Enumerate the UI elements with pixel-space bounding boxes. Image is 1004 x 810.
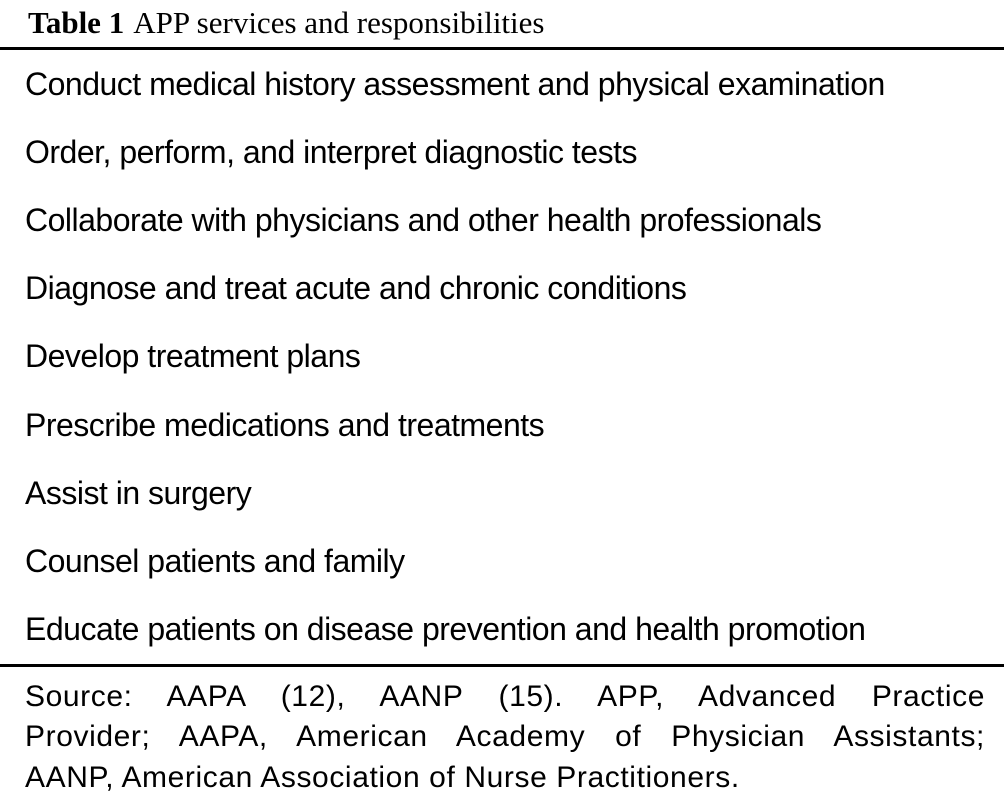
footnote-line: Provider; AAPA, American Academy of Physician Assistants; xyxy=(25,720,985,754)
table-row: Prescribe medications and treatments xyxy=(25,406,545,443)
footnote-line: Source: AAPA (12), AANP (15). APP, Advanced Practice xyxy=(25,679,985,713)
table-row: Develop treatment plans xyxy=(25,338,361,375)
table-row: Assist in surgery xyxy=(25,474,252,511)
table-row: Conduct medical history assessment and physical examination xyxy=(25,65,885,102)
footnote-line: AANP, American Association of Nurse Practitioners. xyxy=(25,760,740,794)
table-caption xyxy=(0,0,1004,47)
table-title-text: APP services and responsibilities xyxy=(133,5,545,40)
table-row: Counsel patients and family xyxy=(25,542,405,579)
table-row: Collaborate with physicians and other health professionals xyxy=(25,201,822,238)
table-row: Educate patients on disease prevention and health promotion xyxy=(25,611,866,648)
table-body xyxy=(0,50,1004,664)
table-footnote xyxy=(0,667,1004,799)
table-row: Order, perform, and interpret diagnostic tests xyxy=(25,133,637,170)
table-row: Diagnose and treat acute and chronic conditions xyxy=(25,270,687,307)
table-number: Table 1 xyxy=(28,5,125,40)
